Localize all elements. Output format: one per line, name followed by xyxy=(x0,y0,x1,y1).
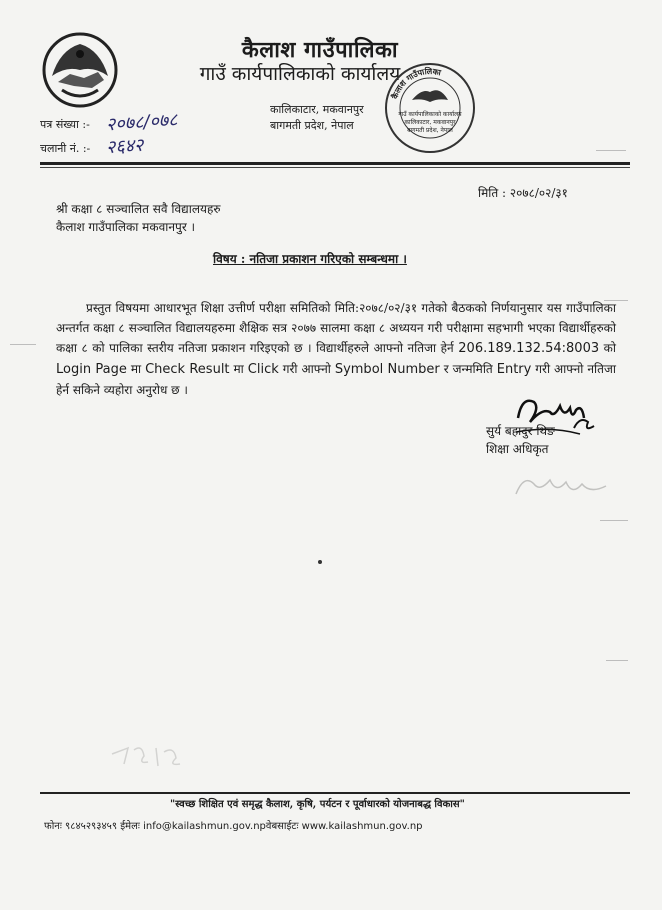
addressee-line-1: श्री कक्षा ८ सञ्चालित सवै विद्यालयहरु xyxy=(56,202,221,216)
footer-contact: फोनः ९८४५२९३४५९ ईमेलः info@kailashmun.gov.npवेबसाईटः www.kailashmun.gov.np xyxy=(44,821,423,832)
header-divider-thin xyxy=(40,167,630,168)
seal-ring-text: कैलाश गाउँपालिका xyxy=(390,66,442,101)
header-divider xyxy=(40,162,630,165)
addressee-line-2: कैलाश गाउँपालिका मकवानपुर । xyxy=(56,220,196,234)
office-address xyxy=(270,102,364,134)
footer-slogan: "स्वच्छ शिक्षित एवं समृद्ध कैलाश, कृषि, पर्यटन र पूर्वाधारको योजनाबद्ध विकास" xyxy=(170,799,465,810)
addressee-block xyxy=(56,200,221,236)
body-part-5: गरी आफ्नो xyxy=(278,362,335,376)
signer-designation: शिक्षा अधिकृत xyxy=(486,442,549,456)
body-part-2: को xyxy=(599,341,616,355)
letter-date: मिति : २०७८/०२/३१ xyxy=(478,186,568,200)
letter-subject: विषय : नतिजा प्रकाशन गरिएको सम्बन्धमा । xyxy=(213,252,407,266)
body-part-6: र जन्ममिति xyxy=(439,362,497,376)
reference-block xyxy=(40,109,179,160)
office-subtitle: गाउँ कार्यपालिकाको कार्यालय xyxy=(199,63,401,85)
address-line-2: बागमती प्रदेश, नेपाल xyxy=(270,119,354,132)
faint-scribble-icon xyxy=(108,740,188,780)
signer-block xyxy=(486,422,555,458)
login-page-term: Login Page xyxy=(56,362,127,377)
scan-speck xyxy=(600,520,628,521)
seal-inner-line-1: गाउँ कार्यपालिकाको कार्यालय xyxy=(398,111,462,118)
body-part-3: मा xyxy=(126,362,146,376)
scan-speck xyxy=(604,300,628,301)
address-line-1: कालिकाटार, मकवानपुर xyxy=(270,103,364,116)
footer-divider xyxy=(40,792,630,794)
office-seal-icon xyxy=(382,60,478,156)
seal-inner-line-3: बागमती प्रदेश, नेपाल xyxy=(407,127,453,134)
signer-name: सुर्य बहादुर थिङ xyxy=(486,424,555,438)
chalani-row xyxy=(40,136,178,160)
scan-speck xyxy=(596,150,626,151)
click-term: Click xyxy=(247,362,279,377)
nepal-emblem-icon xyxy=(40,30,120,110)
office-title: कैलाश गाउँपालिका xyxy=(241,37,399,63)
paper-dot xyxy=(318,560,322,564)
seal-inner-line-2: कालिकाटार, मकवानपुर xyxy=(404,119,456,126)
body-part-7: गरी आफ्नो नतिजा हेर्न सकिने व्यहोरा अनुरोध छ । xyxy=(56,362,617,397)
patra-sankhya-value: २०७८/०७८ xyxy=(105,109,179,136)
patra-sankhya-row xyxy=(40,109,179,136)
body-part-4: मा xyxy=(229,362,248,376)
faint-signature-icon xyxy=(510,468,620,508)
entry-term: Entry xyxy=(496,362,532,377)
scan-speck xyxy=(606,660,628,661)
result-ip-address: 206.189.132.54:8003 xyxy=(458,341,600,356)
symbol-number-term: Symbol Number xyxy=(334,362,440,377)
chalani-value: २६४२ xyxy=(105,134,145,159)
patra-sankhya-label: पत्र संख्या :- xyxy=(40,118,90,131)
scan-speck xyxy=(10,344,36,345)
letter-body xyxy=(56,298,616,400)
body-part-1: प्रस्तुत विषयमा आधारभूत शिक्षा उत्तीर्ण परीक्षा समितिको मिति:२०७८/०२/३१ गतेको बैठकको निर्णयानुसार यस गाउँपालिका अन्तर्गत कक्षा ८ सञ्चालित विद्यालयहरुमा शैक्षिक सत्र २०७७ सालमा कक्षा ८ अध्ययन गरी परीक्षामा सहभागी भएका विद्यार्थीहरुको कक्षा ८ को पालिका स्तरीय नतिजा प्रकाशन गरिइएको छ । विद्यार्थीहरुले आफ्नो नतिजा हेर्न xyxy=(56,301,616,355)
check-result-term: Check Result xyxy=(145,362,230,377)
chalani-label: चलानी नं. :- xyxy=(40,142,91,155)
